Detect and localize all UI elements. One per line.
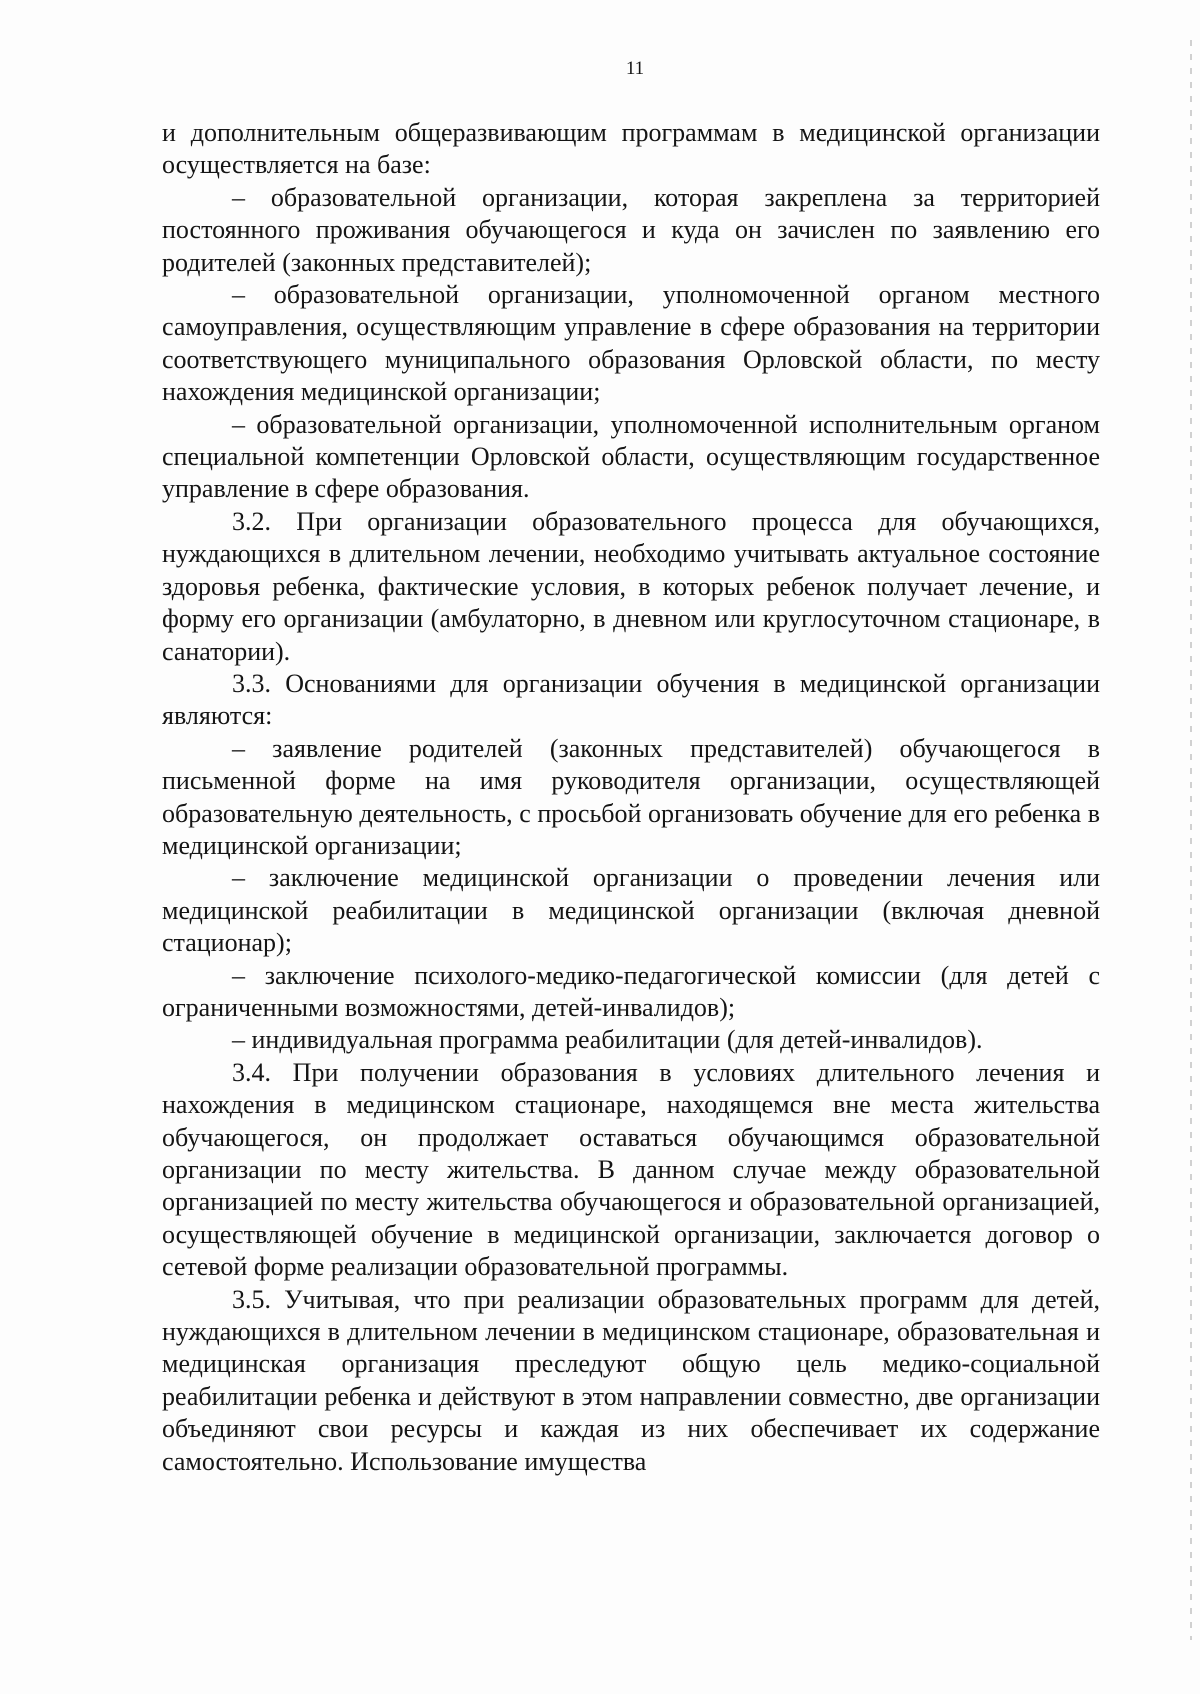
list-item: – заявление родителей (законных представителей) обучающегося в письменной форме на имя руководителя организации, осуществляющей образовательную деятельность, с просьбой организовать обучение для его ребенка в медицинской организации; [162, 733, 1100, 860]
list-item: – заключение медицинской организации о проведении лечения или медицинской реабилитации в медицинской организации (включая дневной стационар); [162, 863, 1100, 958]
list-item: – заключение психолого-медико-педагогической комиссии (для детей с ограниченными возможностями, детей-инвалидов); [162, 960, 1100, 1022]
list-item: – индивидуальная программа реабилитации (для детей-инвалидов). [232, 1025, 983, 1055]
clause-3-4: 3.4. При получении образования в условиях длительного лечения и нахождения в медицинском стационаре, находящемся вне места жительства обучающегося, он продолжает оставаться обучающимся образовательной организации по месту жительства. В данном случае между образовательной организацией по месту жительства обучающегося и образовательной организацией, осуществляющей обучение в медицинской организации, заключается договор о сетевой форме реализации образовательной программы. [162, 1057, 1100, 1282]
page-number: 11 [625, 58, 645, 79]
clause-3-5: 3.5. Учитывая, что при реализации образовательных программ для детей, нуждающихся в длительном лечении в медицинском стационаре, образовательная и медицинская организация преследуют общую цель медико-социальной реабилитации ребенка и действуют в этом направлении совместно, две организации объединяют свои ресурсы и каждая из них обеспечивает их содержание самостоятельно. Использование имущества [162, 1284, 1100, 1476]
scan-edge-artifact [1190, 40, 1192, 1640]
list-item: – образовательной организации, которая закреплена за территорией постоянного проживания обучающегося и куда он зачислен по заявлению его родителей (законных представителей); [162, 182, 1100, 277]
paragraph-continuation: и дополнительным общеразвивающим программам в медицинской организации осуществляется на базе: [162, 118, 1100, 180]
body-text [162, 117, 1100, 1478]
clause-3-2: 3.2. При организации образовательного процесса для обучающихся, нуждающихся в длительном лечении, необходимо учитывать актуальное состояние здоровья ребенка, фактические условия, в которых ребенок получает лечение, и форму его организации (амбулаторно, в дневном или круглосуточном стационаре, в санатории). [162, 506, 1100, 666]
list-item: – образовательной организации, уполномоченной органом местного самоуправления, осуществляющим управление в сфере образования на территории соответствующего муниципального образования Орловской области, по месту нахождения медицинской организации; [162, 280, 1100, 407]
list-item: – образовательной организации, уполномоченной исполнительным органом специальной компетенции Орловской области, осуществляющим государственное управление в сфере образования. [162, 409, 1100, 504]
clause-3-3: 3.3. Основаниями для организации обучения в медицинской организации являются: [162, 668, 1100, 731]
